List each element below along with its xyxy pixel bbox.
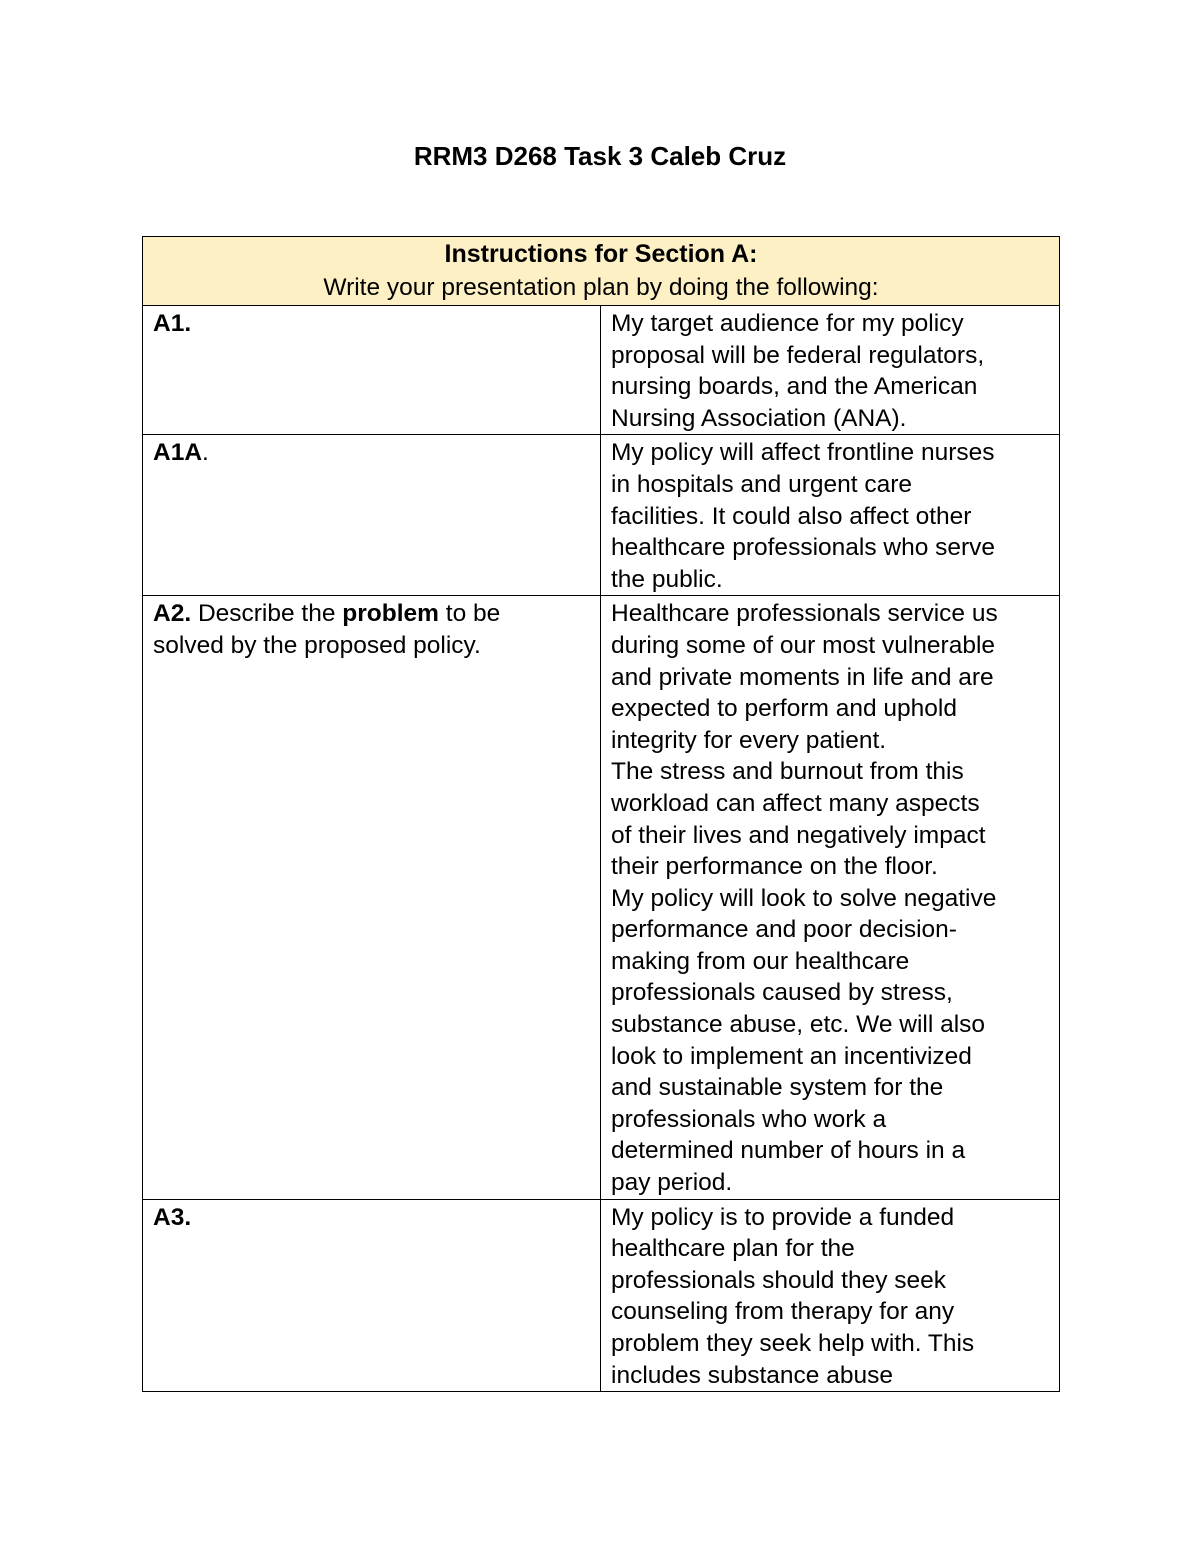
prompt-text: to be solved by the proposed policy. <box>153 600 501 659</box>
row-answer: Healthcare professionals service us during some of our most vulnerable and private moments in life and are expected to perform and uphold integrity for every patient. The stress and burnout from this workload can affect many aspects of their lives and negatively impact their performance on the floor. My policy will look to solve negative performance and poor decision- making from our healthcare professionals caused by stress, substance abuse, etc. We will also look to implement an incentivized and sustainable system for the professionals who work a determined number of hours in a pay period. <box>601 596 1060 1199</box>
header-cell <box>143 237 1060 306</box>
table-row <box>143 306 1060 435</box>
document-title: RRM3 D268 Task 3 Caleb Cruz <box>413 141 787 171</box>
prompt-text: Describe the <box>191 600 343 628</box>
table-header-row <box>143 237 1060 306</box>
row-label: A1A <box>153 439 203 467</box>
row-answer: My policy is to provide a funded healthcare plan for the professionals should they seek counseling from therapy for any problem they seek help with. This includes substance abuse <box>601 1199 1060 1392</box>
row-label-cell <box>143 435 601 596</box>
row-label-cell <box>143 306 601 435</box>
table-row <box>143 596 1060 1199</box>
table-row <box>143 435 1060 596</box>
row-label: A1. <box>153 310 192 337</box>
row-label: A3. <box>153 1203 192 1231</box>
section-heading: Instructions for Section A: <box>444 240 758 268</box>
row-answer: My target audience for my policy proposal will be federal regulators, nursing boards, and the American Nursing Association (ANA). <box>601 306 1060 435</box>
row-label-cell <box>143 596 601 1199</box>
row-answer: My policy will affect frontline nurses in hospitals and urgent care facilities. It could also affect other healthcare professionals who serve the public. <box>601 435 1060 596</box>
section-subheading: Write your presentation plan by doing the following: <box>323 274 879 301</box>
row-label: A2. <box>153 600 192 628</box>
section-a-table <box>142 236 1060 1392</box>
row-label-cell <box>143 1199 601 1392</box>
table-row <box>143 1199 1060 1392</box>
row-label-suffix: . <box>202 439 209 467</box>
prompt-bold: problem <box>342 600 439 628</box>
